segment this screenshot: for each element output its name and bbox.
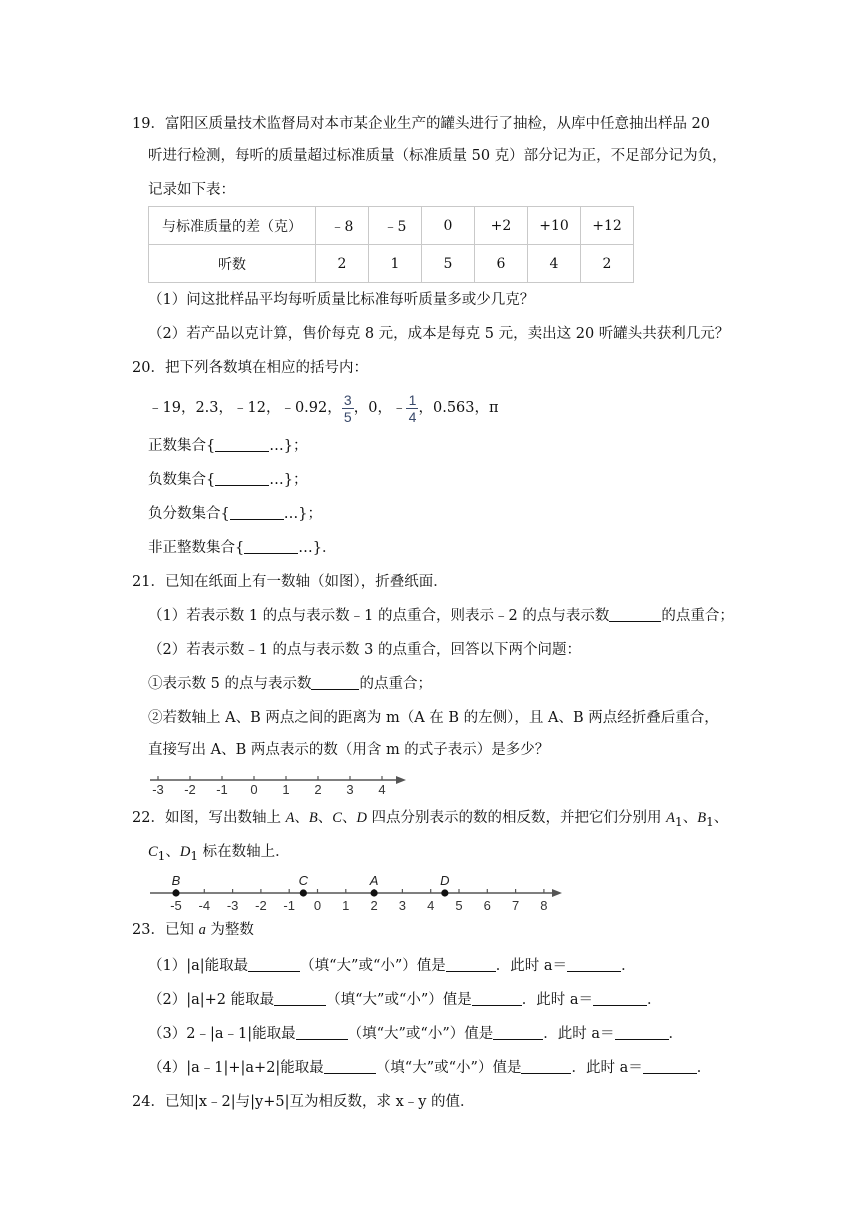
table-cell: +12 bbox=[581, 207, 634, 245]
text: （2）|a|+2 能取最 bbox=[148, 992, 275, 1008]
q19-line2: 听进行检测，每听的质量超过标准质量（标准质量 50 克）部分记为正，不足部分记为负， bbox=[148, 148, 727, 164]
answer-blank[interactable] bbox=[521, 1059, 571, 1074]
text: 的点重合； bbox=[661, 608, 734, 624]
q19-part1: （1）问这批样品平均每听质量比标准每听质量多或少几克？ bbox=[148, 292, 535, 308]
axis-tick-label: 3 bbox=[346, 782, 354, 797]
frac-denominator: 4 bbox=[408, 408, 417, 425]
axis-tick-label: 2 bbox=[314, 782, 322, 797]
text: （1）若表示数 1 的点与表示数﹣1 的点重合，则表示﹣2 的点与表示数 bbox=[148, 608, 610, 624]
fraction-three-fifths bbox=[342, 393, 354, 424]
axis-tick-label: 7 bbox=[511, 898, 520, 913]
point-label: A bbox=[369, 873, 379, 888]
q19-table bbox=[148, 206, 634, 283]
q22-number-line bbox=[146, 868, 566, 914]
q21-sub2: ②若数轴上 A、B 两点之间的距离为 m（A 在 B 的左侧），且 A、B 两点经折叠后重合， bbox=[148, 710, 719, 726]
answer-blank[interactable] bbox=[311, 675, 359, 690]
answer-blank[interactable] bbox=[615, 1025, 669, 1040]
q21-line1: 21．已知在纸面上有一数轴（如图），折叠纸面． bbox=[132, 574, 448, 590]
set-label: 正数集合{ bbox=[148, 438, 216, 454]
table-cell: 与标准质量的差（克） bbox=[149, 207, 316, 245]
q22-line1: 22．如图，写出数轴上 A、B、C、D 四点分别表示的数的相反数，并把它们分别用 $A_1$、$B_1$、 bbox=[132, 810, 729, 829]
set-label: 负分数集合{ bbox=[148, 506, 230, 522]
q21-part1 bbox=[148, 606, 734, 626]
table-cell: +2 bbox=[475, 207, 528, 245]
text: ． bbox=[621, 958, 636, 974]
text: ．此时 a＝ bbox=[571, 1060, 643, 1076]
q21-part2: （2）若表示数﹣1 的点与表示数 3 的点重合，回答以下两个问题： bbox=[148, 642, 582, 658]
axis-tick-label: -1 bbox=[216, 782, 228, 797]
q20-set-negative bbox=[148, 470, 307, 490]
point-d bbox=[441, 889, 448, 896]
q23-line1: 23．已知 a 为整数 bbox=[132, 922, 254, 938]
axis-tick-label: 0 bbox=[250, 782, 258, 797]
axis-tick-label: 2 bbox=[370, 898, 378, 913]
answer-blank[interactable] bbox=[446, 957, 496, 972]
text: （填“大”或“小”）值是 bbox=[300, 958, 446, 974]
axis-tick-label: 6 bbox=[483, 898, 491, 913]
point-b bbox=[172, 889, 179, 896]
numbers-part-b: ，0，﹣ bbox=[353, 400, 407, 416]
answer-blank[interactable] bbox=[215, 471, 269, 486]
q20-line1: 20．把下列各数填在相应的括号内： bbox=[132, 360, 368, 376]
table-cell: 2 bbox=[316, 245, 369, 283]
axis-tick-label: -3 bbox=[152, 782, 164, 797]
axis-tick-label: 0 bbox=[313, 898, 322, 913]
set-label: 负数集合{ bbox=[148, 472, 216, 488]
table-cell: 0 bbox=[422, 207, 475, 245]
text: ．此时 a＝ bbox=[495, 958, 568, 974]
table-cell: ﹣8 bbox=[316, 207, 369, 245]
text: （3）2﹣|a﹣1|能取最 bbox=[148, 1026, 296, 1042]
q23-item1 bbox=[148, 956, 636, 976]
answer-blank[interactable] bbox=[230, 505, 284, 520]
text: ①表示数 5 的点与表示数 bbox=[148, 676, 312, 692]
text: （填“大”或“小”）值是 bbox=[375, 1060, 522, 1076]
frac-numerator: 1 bbox=[408, 391, 417, 408]
axis-tick-label: -2 bbox=[184, 782, 196, 797]
axis-tick-label: 8 bbox=[540, 898, 548, 913]
q20-set-negative-fraction bbox=[148, 504, 322, 524]
answer-blank[interactable] bbox=[567, 957, 621, 972]
frac-denominator: 5 bbox=[343, 408, 352, 425]
point-c bbox=[300, 889, 307, 896]
numbers-part-a: ﹣19，2.3，﹣12，﹣0.92， bbox=[148, 400, 342, 416]
axis-tick-label: -4 bbox=[198, 898, 211, 913]
text: ．此时 a＝ bbox=[521, 992, 594, 1008]
axis-tick-label: -5 bbox=[170, 898, 182, 913]
text: （填“大”或“小”）值是 bbox=[326, 992, 472, 1008]
axis-ticks bbox=[152, 776, 385, 797]
q23-item4 bbox=[148, 1058, 711, 1078]
axis-arrow bbox=[552, 889, 562, 897]
axis-tick-label: 5 bbox=[455, 898, 463, 913]
axis-tick-label: 1 bbox=[342, 898, 350, 913]
answer-blank[interactable] bbox=[472, 991, 522, 1006]
axis-tick-label: 3 bbox=[398, 898, 407, 913]
q21-sub3: 直接写出 A、B 两点表示的数（用含 m 的式子表示）是多少？ bbox=[148, 742, 550, 758]
table-cell: 6 bbox=[475, 245, 528, 283]
table-cell: 听数 bbox=[149, 245, 316, 283]
text: ．此时 a＝ bbox=[543, 1026, 615, 1042]
axis-tick-label: -1 bbox=[283, 898, 295, 913]
table-cell: ﹣5 bbox=[369, 207, 422, 245]
q24-line1: 24．已知|x﹣2|与|y+5|互为相反数，求 x﹣y 的值． bbox=[132, 1094, 475, 1110]
set-end: …}． bbox=[298, 540, 337, 556]
q22-line2: $C_1$、$D_1$ 标在数轴上． bbox=[148, 844, 290, 863]
text: （1）|a|能取最 bbox=[148, 958, 249, 974]
answer-blank[interactable] bbox=[609, 607, 661, 622]
answer-blank[interactable] bbox=[248, 957, 300, 972]
table-cell: 1 bbox=[369, 245, 422, 283]
numbers-part-c: ，0.563，π bbox=[418, 400, 499, 416]
q20-numbers bbox=[148, 392, 499, 424]
answer-blank[interactable] bbox=[493, 1025, 543, 1040]
axis-tick-label: 1 bbox=[282, 782, 290, 797]
text: 的点重合； bbox=[359, 676, 432, 692]
point-label: B bbox=[171, 873, 181, 888]
answer-blank[interactable] bbox=[244, 539, 298, 554]
axis-tick-label: 4 bbox=[378, 782, 386, 797]
q19-part2: （2）若产品以克计算，售价每克 8 元，成本是每克 5 元，卖出这 20 听罐头共获利几元？ bbox=[148, 326, 730, 342]
axis-tick-label: -2 bbox=[255, 898, 267, 913]
q19-line3: 记录如下表： bbox=[148, 182, 235, 198]
point-label: D bbox=[440, 873, 450, 888]
table-cell: 4 bbox=[528, 245, 581, 283]
frac-numerator: 3 bbox=[343, 391, 352, 408]
table-cell: +10 bbox=[528, 207, 581, 245]
q20-set-nonpositive-integer bbox=[148, 538, 336, 558]
set-end: …}； bbox=[269, 472, 308, 488]
table-cell: 2 bbox=[581, 245, 634, 283]
answer-blank[interactable] bbox=[296, 1025, 348, 1040]
point-a bbox=[371, 889, 378, 896]
axis-tick-label: 4 bbox=[427, 898, 435, 913]
q20-set-positive bbox=[148, 436, 307, 456]
table-row bbox=[149, 245, 634, 283]
set-end: …}； bbox=[269, 438, 308, 454]
point-label: C bbox=[298, 873, 309, 888]
q23-item2 bbox=[148, 990, 662, 1010]
axis-tick-label: -3 bbox=[226, 898, 239, 913]
answer-blank[interactable] bbox=[324, 1059, 376, 1074]
q19-line1: 19．富阳区质量技术监督局对本市某企业生产的罐头进行了抽检，从库中任意抽出样品 20 bbox=[132, 116, 711, 132]
answer-blank[interactable] bbox=[593, 991, 647, 1006]
q21-number-line bbox=[146, 770, 410, 798]
text: （4）|a﹣1|+|a+2|能取最 bbox=[148, 1060, 324, 1076]
text: （填“大”或“小”）值是 bbox=[347, 1026, 494, 1042]
text: ． bbox=[668, 1026, 684, 1042]
set-end: …}； bbox=[283, 506, 322, 522]
table-cell: 5 bbox=[422, 245, 475, 283]
answer-blank[interactable] bbox=[643, 1059, 697, 1074]
set-label: 非正整数集合{ bbox=[148, 540, 245, 556]
text: ． bbox=[696, 1060, 712, 1076]
table-row bbox=[149, 207, 634, 245]
text: ． bbox=[647, 992, 662, 1008]
axis-arrow bbox=[396, 776, 406, 784]
q23-item3 bbox=[148, 1024, 683, 1044]
answer-blank[interactable] bbox=[215, 437, 269, 452]
answer-blank[interactable] bbox=[274, 991, 326, 1006]
fraction-one-quarter bbox=[406, 393, 418, 424]
q21-sub1 bbox=[148, 674, 432, 694]
